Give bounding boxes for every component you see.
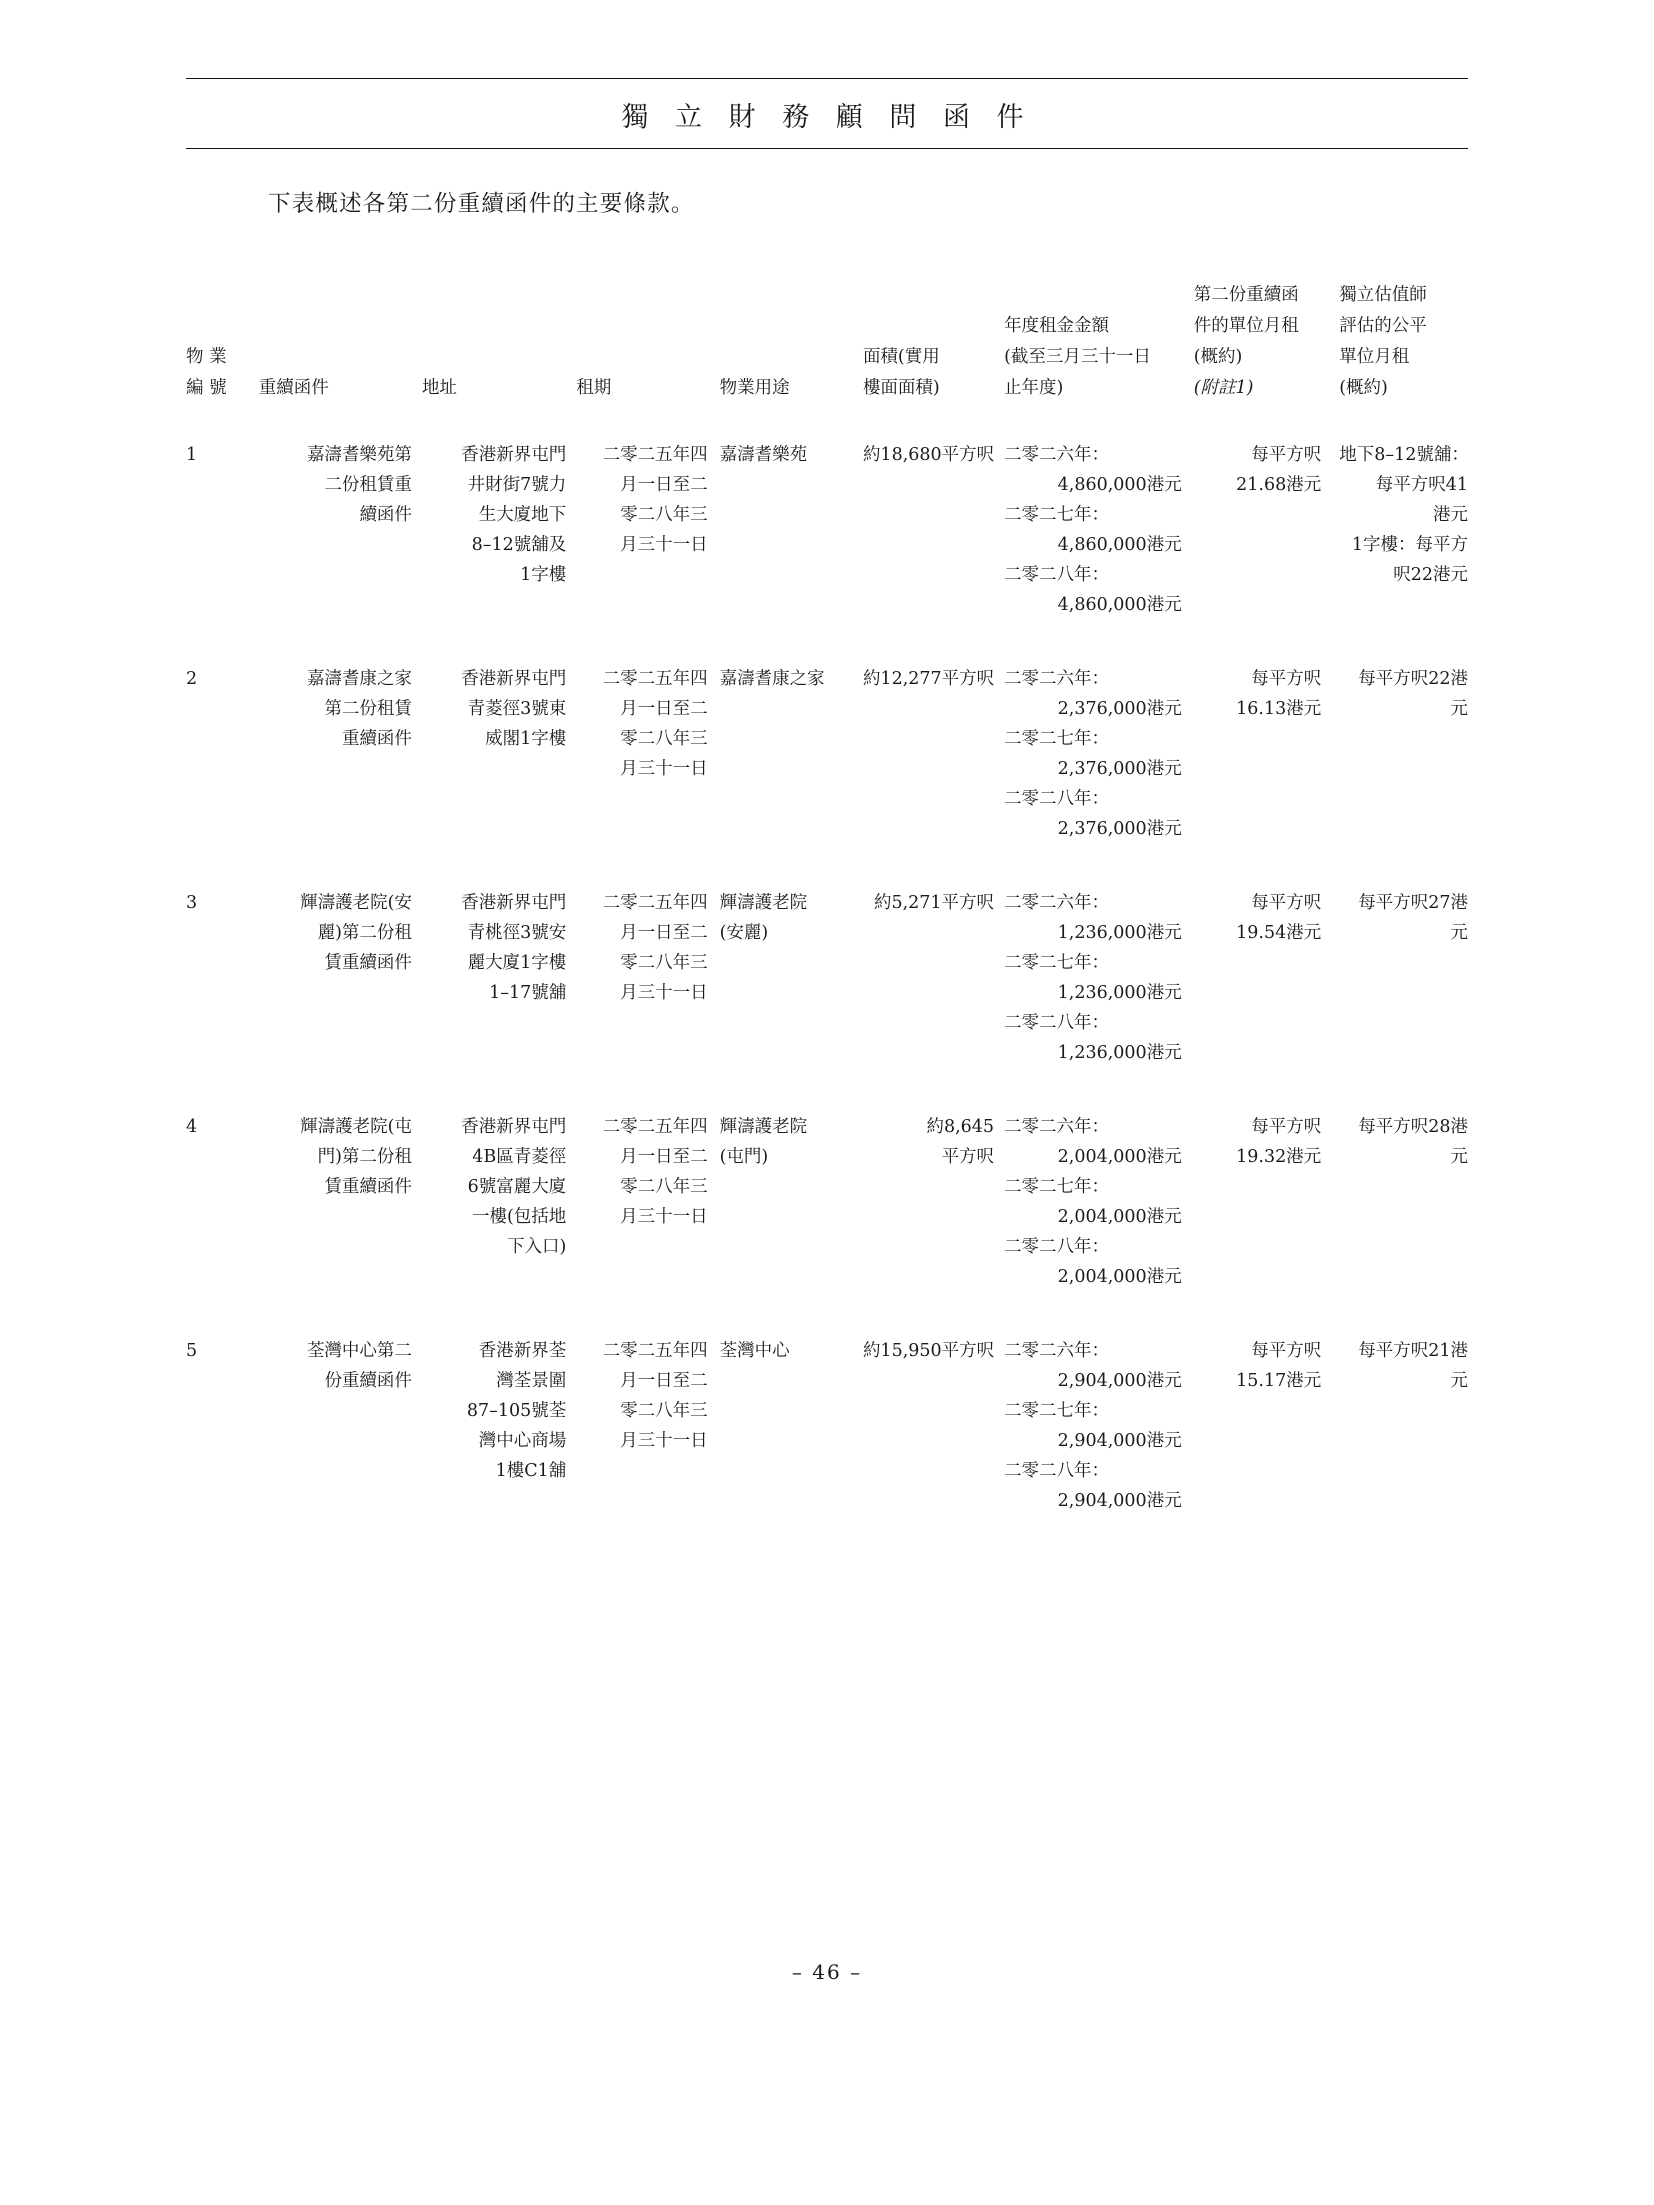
cell-address <box>422 1314 576 1538</box>
cell-line: 井財街7號力 <box>467 475 567 495</box>
cell-renewal-letter <box>259 866 422 1090</box>
cell-property-no: 2 <box>186 669 198 689</box>
col-header-line: 件的單位月租 <box>1193 316 1299 336</box>
cell-annual-rent <box>1004 1090 1194 1314</box>
cell-address <box>422 1090 576 1314</box>
fair-rent-line: 每平方呎21港 <box>1358 1341 1468 1361</box>
col-header-property-no <box>186 280 259 418</box>
cell-line: 21.68港元 <box>1236 475 1322 495</box>
cell-line: 每平方呎 <box>1251 893 1322 913</box>
page-header <box>186 78 1468 149</box>
cell-fair-rent <box>1339 866 1476 1090</box>
cell-line: 4B區青菱徑 <box>472 1147 567 1167</box>
cell-area <box>863 418 1004 642</box>
col-header-line: 單位月租 <box>1339 347 1410 367</box>
rent-year-label: 二零二六年： <box>1004 669 1110 689</box>
rent-amount: 1,236,000港元 <box>1057 923 1182 943</box>
intro-paragraph: 下表概述各第二份重續函件的主要條款。 <box>268 191 695 217</box>
cell-line: 二零二五年四 <box>602 1341 708 1361</box>
cell-line: 每平方呎 <box>1251 669 1322 689</box>
cell-line: 19.32港元 <box>1236 1147 1322 1167</box>
cell-line: 二零二五年四 <box>602 445 708 465</box>
cell-line: 約8,645 <box>926 1117 995 1137</box>
cell-unit-rent <box>1194 1090 1340 1314</box>
col-header-line: 第二份重續函 <box>1193 285 1299 305</box>
cell-unit-rent <box>1194 1314 1340 1538</box>
rent-year-label: 二零二七年： <box>1004 953 1110 973</box>
table-row <box>186 642 1476 866</box>
fair-rent-line: 1字樓：每平方 <box>1351 535 1468 555</box>
cell-line: 月一日至二 <box>620 1371 708 1391</box>
cell-line: 青桃徑3號安 <box>467 923 567 943</box>
cell-line: 零二八年三 <box>620 1177 708 1197</box>
fair-rent-line: 每平方呎22港 <box>1358 669 1468 689</box>
cell-property-no: 5 <box>186 1341 198 1361</box>
cell-address <box>422 866 576 1090</box>
cell-line: 8–12號舖及 <box>471 535 567 555</box>
cell-line: 月一日至二 <box>620 475 708 495</box>
cell-line: 零二八年三 <box>620 505 708 525</box>
rent-amount: 2,004,000港元 <box>1057 1147 1182 1167</box>
cell-renewal-letter <box>259 1314 422 1538</box>
col-header-line: 面積(實用 <box>862 347 940 367</box>
header-row <box>186 280 1476 418</box>
rent-year-label: 二零二七年： <box>1004 505 1110 525</box>
cell-property-no: 3 <box>186 893 198 913</box>
cell-line: 每平方呎 <box>1251 445 1322 465</box>
cell-use <box>720 1314 863 1538</box>
rent-year-label: 二零二八年： <box>1004 789 1110 809</box>
header-rule-bottom <box>186 148 1468 149</box>
fair-rent-line: 呎22港元 <box>1393 565 1468 585</box>
cell-line: 二份租賃重 <box>324 475 412 495</box>
cell-address <box>422 418 576 642</box>
cell-line: 月三十一日 <box>620 1207 708 1227</box>
cell-renewal-letter <box>259 1090 422 1314</box>
cell-line: 賃重續函件 <box>324 953 412 973</box>
rent-amount: 2,376,000港元 <box>1057 819 1182 839</box>
col-header-term <box>576 280 719 418</box>
cell-line: 零二八年三 <box>620 1401 708 1421</box>
cell-line: 輝濤護老院(安 <box>300 893 412 913</box>
col-header-line: 獨立估值師 <box>1339 285 1427 305</box>
lease-summary-table <box>186 280 1476 1538</box>
table-row <box>186 418 1476 642</box>
cell-line: 1樓C1舖 <box>495 1461 567 1481</box>
cell-use <box>720 418 863 642</box>
cell-unit-rent <box>1194 418 1340 642</box>
cell-area <box>863 866 1004 1090</box>
cell-line: 約12,277平方呎 <box>862 669 995 689</box>
fair-rent-line: 地下8–12號舖： <box>1339 445 1469 465</box>
cell-line: 約18,680平方呎 <box>862 445 995 465</box>
rent-amount: 2,904,000港元 <box>1057 1371 1182 1391</box>
cell-line: 零二八年三 <box>620 953 708 973</box>
col-header-line: (概約) <box>1339 378 1388 398</box>
cell-line: 二零二五年四 <box>602 669 708 689</box>
fair-rent-line: 元 <box>1450 1147 1468 1167</box>
cell-annual-rent <box>1004 866 1194 1090</box>
cell-line: 麗大廈1字樓 <box>467 953 567 973</box>
cell-line: 二零二五年四 <box>602 1117 708 1137</box>
cell-line: 每平方呎 <box>1251 1341 1322 1361</box>
cell-unit-rent <box>1194 642 1340 866</box>
cell-line: 灣荃景圍 <box>496 1371 567 1391</box>
col-header-line: 物業用途 <box>719 378 790 398</box>
col-header-line: 物 業 <box>186 347 227 367</box>
cell-fair-rent <box>1339 1090 1476 1314</box>
cell-line: 香港新界荃 <box>478 1341 567 1361</box>
rent-amount: 1,236,000港元 <box>1057 983 1182 1003</box>
cell-fair-rent <box>1339 418 1476 642</box>
cell-line: 生大廈地下 <box>478 505 567 525</box>
cell-line: 香港新界屯門 <box>461 893 567 913</box>
fair-rent-line: 港元 <box>1433 505 1468 525</box>
cell-line: 6號富麗大廈 <box>467 1177 567 1197</box>
rent-year-label: 二零二六年： <box>1004 1117 1110 1137</box>
cell-term <box>576 1090 719 1314</box>
cell-property-no: 1 <box>186 445 198 465</box>
page-number: – 46 – <box>791 1960 863 1984</box>
cell-line: 麗)第二份租 <box>317 923 412 943</box>
col-header-line: (概約) <box>1193 347 1243 367</box>
rent-amount: 4,860,000港元 <box>1057 595 1182 615</box>
cell-area <box>863 1090 1004 1314</box>
rent-amount: 4,860,000港元 <box>1057 475 1182 495</box>
cell-line: 續函件 <box>359 505 412 525</box>
cell-line: 15.17港元 <box>1236 1371 1322 1391</box>
cell-use <box>720 642 863 866</box>
rent-year-label: 二零二八年： <box>1004 1013 1110 1033</box>
cell-unit-rent <box>1194 866 1340 1090</box>
col-header-area <box>863 280 1004 418</box>
col-header-address <box>422 280 576 418</box>
table <box>186 280 1476 1538</box>
col-header-renewal-letter <box>259 280 422 418</box>
cell-line: (安麗) <box>719 923 769 943</box>
cell-annual-rent <box>1004 418 1194 642</box>
cell-line: 嘉濤耆樂苑 <box>719 445 808 465</box>
cell-line: 香港新界屯門 <box>461 1117 567 1137</box>
cell-property-no: 4 <box>186 1117 198 1137</box>
cell-line: 月三十一日 <box>620 535 708 555</box>
cell-line: 零二八年三 <box>620 729 708 749</box>
col-header-unit-rent <box>1194 280 1340 418</box>
table-body <box>186 418 1476 1538</box>
cell-line: 每平方呎 <box>1251 1117 1322 1137</box>
col-header-line: 地址 <box>421 378 457 398</box>
rent-year-label: 二零二六年： <box>1004 445 1110 465</box>
rent-amount: 2,004,000港元 <box>1057 1207 1182 1227</box>
cell-line: 1–17號舖 <box>489 983 567 1003</box>
cell-renewal-letter <box>259 418 422 642</box>
cell-line: 灣中心商場 <box>478 1431 567 1451</box>
cell-annual-rent <box>1004 642 1194 866</box>
col-header-line: 樓面面積) <box>862 378 940 398</box>
cell-line: 嘉濤耆樂苑第 <box>306 445 412 465</box>
cell-line: 1字樓 <box>520 565 567 585</box>
cell-line: 嘉濤耆康之家 <box>306 669 412 689</box>
rent-amount: 2,376,000港元 <box>1057 759 1182 779</box>
cell-term <box>576 866 719 1090</box>
cell-line: (屯門) <box>719 1147 769 1167</box>
cell-term <box>576 418 719 642</box>
col-header-line: 評估的公平 <box>1339 316 1427 336</box>
cell-line: 約5,271平方呎 <box>873 893 995 913</box>
fair-rent-line: 元 <box>1450 923 1468 943</box>
cell-line: 月一日至二 <box>620 699 708 719</box>
cell-line: 月三十一日 <box>620 1431 708 1451</box>
cell-line: 平方呎 <box>941 1147 995 1167</box>
rent-year-label: 二零二六年： <box>1004 893 1110 913</box>
cell-line: 輝濤護老院 <box>719 893 808 913</box>
col-header-line: (附註1) <box>1193 378 1254 398</box>
cell-line: 香港新界屯門 <box>461 445 567 465</box>
cell-line: 威閣1字樓 <box>485 729 567 749</box>
cell-line: 輝濤護老院 <box>719 1117 808 1137</box>
rent-amount: 2,904,000港元 <box>1057 1431 1182 1451</box>
cell-line: 一樓(包括地 <box>471 1207 567 1227</box>
fair-rent-line: 元 <box>1450 699 1468 719</box>
cell-area <box>863 642 1004 866</box>
col-header-annual-rent <box>1004 280 1194 418</box>
cell-line: 87–105號荃 <box>466 1401 567 1421</box>
table-header <box>186 280 1476 418</box>
rent-year-label: 二零二七年： <box>1004 1401 1110 1421</box>
col-header-line: 重續函件 <box>258 378 329 398</box>
col-header-line: 止年度) <box>1004 378 1064 398</box>
cell-fair-rent <box>1339 1314 1476 1538</box>
cell-term <box>576 642 719 866</box>
cell-line: 門)第二份租 <box>317 1147 412 1167</box>
col-header-line: 租期 <box>576 378 612 398</box>
cell-line: 月三十一日 <box>620 983 708 1003</box>
cell-line: 荃灣中心 <box>719 1341 790 1361</box>
cell-use <box>720 1090 863 1314</box>
page-title: 獨 立 財 務 顧 問 函 件 <box>621 102 1033 133</box>
cell-term <box>576 1314 719 1538</box>
cell-line: 荃灣中心第二 <box>306 1341 412 1361</box>
cell-use <box>720 866 863 1090</box>
rent-amount: 4,860,000港元 <box>1057 535 1182 555</box>
fair-rent-line: 每平方呎28港 <box>1358 1117 1468 1137</box>
cell-line: 第二份租賃 <box>324 699 412 719</box>
col-header-line: 編 號 <box>186 378 227 398</box>
cell-area <box>863 1314 1004 1538</box>
fair-rent-line: 每平方呎27港 <box>1358 893 1468 913</box>
cell-line: 月一日至二 <box>620 1147 708 1167</box>
col-header-fair-rent <box>1339 280 1476 418</box>
cell-address <box>422 642 576 866</box>
rent-year-label: 二零二八年： <box>1004 565 1110 585</box>
rent-year-label: 二零二八年： <box>1004 1237 1110 1257</box>
cell-line: 輝濤護老院(屯 <box>300 1117 412 1137</box>
cell-annual-rent <box>1004 1314 1194 1538</box>
cell-line: 二零二五年四 <box>602 893 708 913</box>
cell-fair-rent <box>1339 642 1476 866</box>
cell-line: 約15,950平方呎 <box>862 1341 995 1361</box>
rent-year-label: 二零二六年： <box>1004 1341 1110 1361</box>
rent-year-label: 二零二七年： <box>1004 1177 1110 1197</box>
rent-year-label: 二零二七年： <box>1004 729 1110 749</box>
cell-renewal-letter <box>259 642 422 866</box>
table-row <box>186 1090 1476 1314</box>
cell-line: 月三十一日 <box>620 759 708 779</box>
cell-line: 16.13港元 <box>1236 699 1322 719</box>
rent-amount: 2,904,000港元 <box>1057 1491 1182 1511</box>
col-header-use <box>720 280 863 418</box>
cell-line: 青菱徑3號東 <box>467 699 567 719</box>
table-row <box>186 866 1476 1090</box>
fair-rent-line: 元 <box>1450 1371 1468 1391</box>
cell-line: 嘉濤耆康之家 <box>719 669 825 689</box>
table-row <box>186 1314 1476 1538</box>
rent-amount: 2,376,000港元 <box>1057 699 1182 719</box>
cell-line: 下入口) <box>506 1237 567 1257</box>
rent-amount: 2,004,000港元 <box>1057 1267 1182 1287</box>
cell-line: 賃重續函件 <box>324 1177 412 1197</box>
col-header-line: (截至三月三十一日 <box>1004 347 1151 367</box>
rent-year-label: 二零二八年： <box>1004 1461 1110 1481</box>
cell-line: 重續函件 <box>341 729 412 749</box>
cell-line: 月一日至二 <box>620 923 708 943</box>
rent-amount: 1,236,000港元 <box>1057 1043 1182 1063</box>
cell-line: 香港新界屯門 <box>461 669 567 689</box>
cell-line: 19.54港元 <box>1236 923 1322 943</box>
cell-line: 份重續函件 <box>324 1371 412 1391</box>
fair-rent-line: 每平方呎41 <box>1375 475 1468 495</box>
col-header-line: 年度租金金額 <box>1004 316 1110 336</box>
